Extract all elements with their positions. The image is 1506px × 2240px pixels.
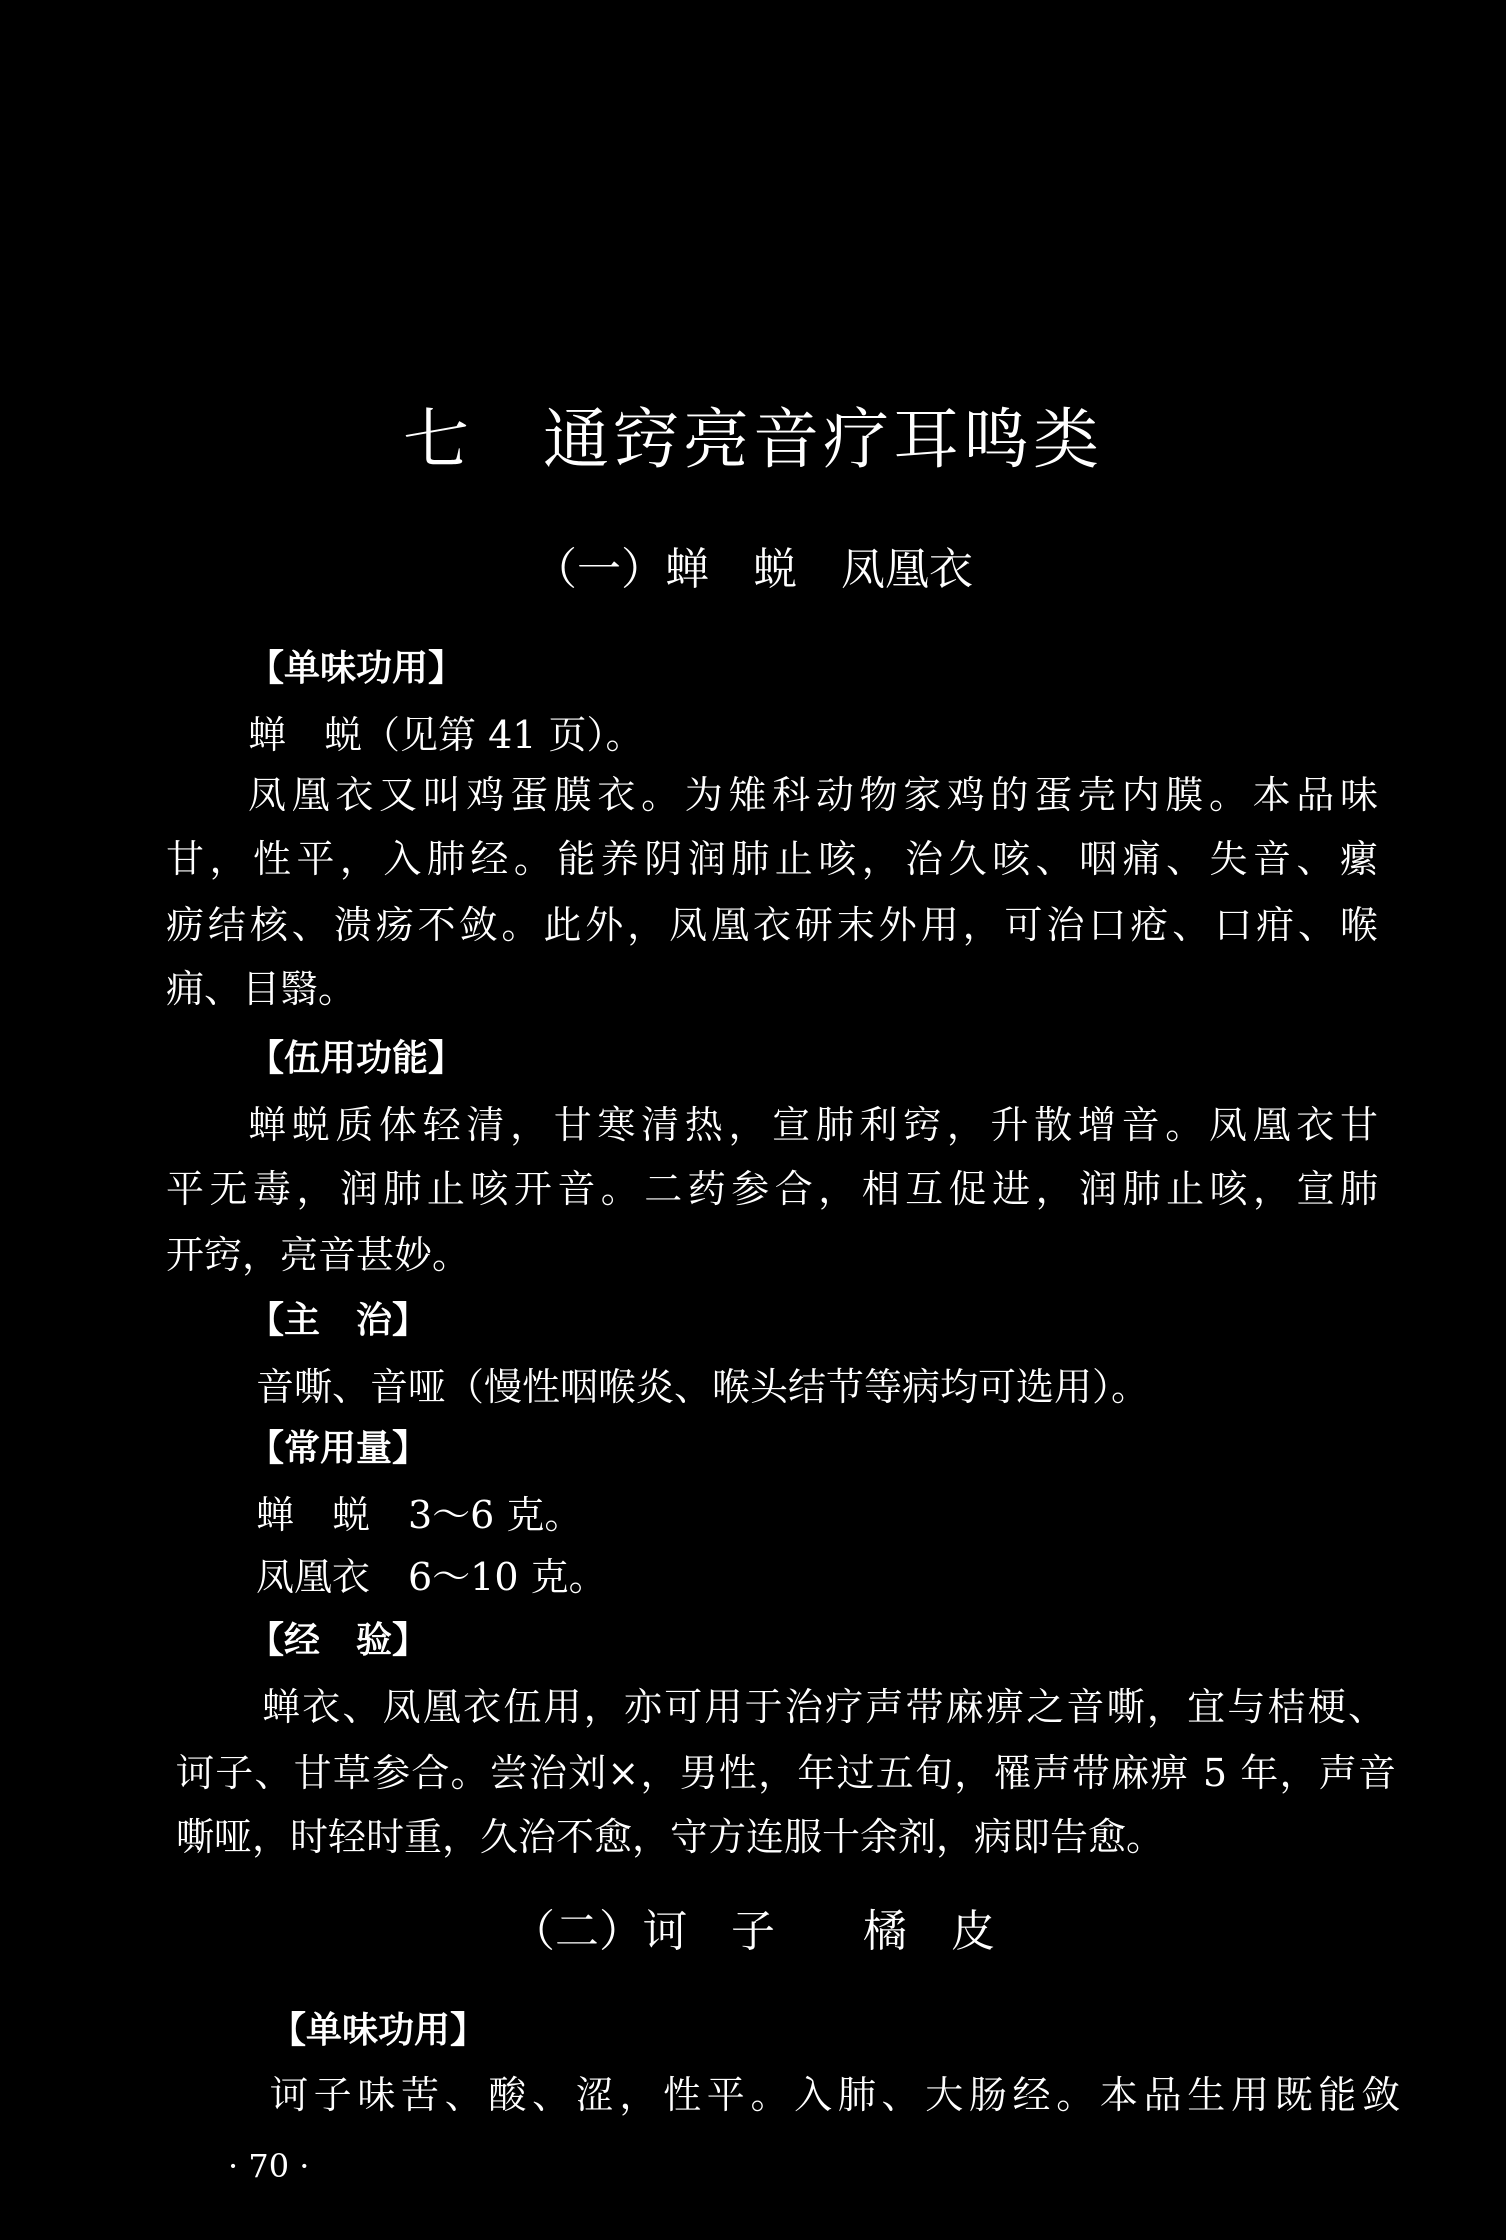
paragraph-combo-line-1: 蝉蜕质体轻清，甘寒清热，宣肺利窍，升散增音。凤凰衣甘 xyxy=(248,1103,1378,1147)
paragraph-fenghuangyi-line-2: 甘，性平，入肺经。能养阴润肺止咳，治久咳、咽痛、失音、瘰 xyxy=(166,837,1378,881)
paragraph-fenghuangyi-line-3: 疬结核、溃疡不敛。此外，凤凰衣研末外用，可治口疮、口疳、喉 xyxy=(166,903,1378,947)
chapter-number: 七 xyxy=(403,401,473,478)
section-1-title: （一）蝉 蜕 凤凰衣 xyxy=(533,544,973,595)
heading-experience: 【经 验】 xyxy=(248,1620,429,1661)
paragraph-fenghuangyi-line-1: 凤凰衣又叫鸡蛋膜衣。为雉科动物家鸡的蛋壳内膜。本品味 xyxy=(248,773,1378,817)
chapter-title xyxy=(0,400,1506,480)
heading-single-function-2: 【单味功用】 xyxy=(270,2010,487,2051)
heading-dosage: 【常用量】 xyxy=(248,1428,429,1469)
chapter-title-text: 通窍亮音疗耳鸣类 xyxy=(543,401,1103,478)
paragraph-indications: 音嘶、音哑（慢性咽喉炎、喉头结节等病均可选用）。 xyxy=(256,1365,1150,1409)
paragraph-chantui-ref: 蝉 蜕（见第 41 页）。 xyxy=(248,713,644,757)
paragraph-experience-line-2: 诃子、甘草参合。尝治刘×，男性，年过五旬，罹声带麻痹 5 年，声音 xyxy=(176,1751,1396,1795)
heading-single-function: 【单味功用】 xyxy=(248,648,465,689)
paragraph-combo-line-2: 平无毒，润肺止咳开音。二药参合，相互促进，润肺止咳，宣肺 xyxy=(166,1167,1378,1211)
paragraph-experience-line-3: 嘶哑，时轻时重，久治不愈，守方连服十余剂，病即告愈。 xyxy=(176,1815,1165,1859)
paragraph-fenghuangyi-line-4: 痈、目翳。 xyxy=(166,967,357,1011)
page-number: · 70 · xyxy=(228,2147,310,2185)
dosage-chantui: 蝉 蜕 3～6 克。 xyxy=(256,1493,583,1537)
paragraph-hezi-line-1: 诃子味苦、酸、涩，性平。入肺、大肠经。本品生用既能敛 xyxy=(270,2073,1400,2117)
heading-combined-function: 【伍用功能】 xyxy=(248,1038,465,1079)
paragraph-combo-line-3: 开窍，亮音甚妙。 xyxy=(166,1233,471,1277)
dosage-fenghuangyi: 凤凰衣 6～10 克。 xyxy=(256,1555,607,1599)
paragraph-experience-line-1: 蝉衣、凤凰衣伍用，亦可用于治疗声带麻痹之音嘶，宜与桔梗、 xyxy=(262,1685,1386,1729)
section-2-title: （二）诃 子 橘 皮 xyxy=(511,1906,995,1957)
heading-indications: 【主 治】 xyxy=(248,1300,429,1341)
